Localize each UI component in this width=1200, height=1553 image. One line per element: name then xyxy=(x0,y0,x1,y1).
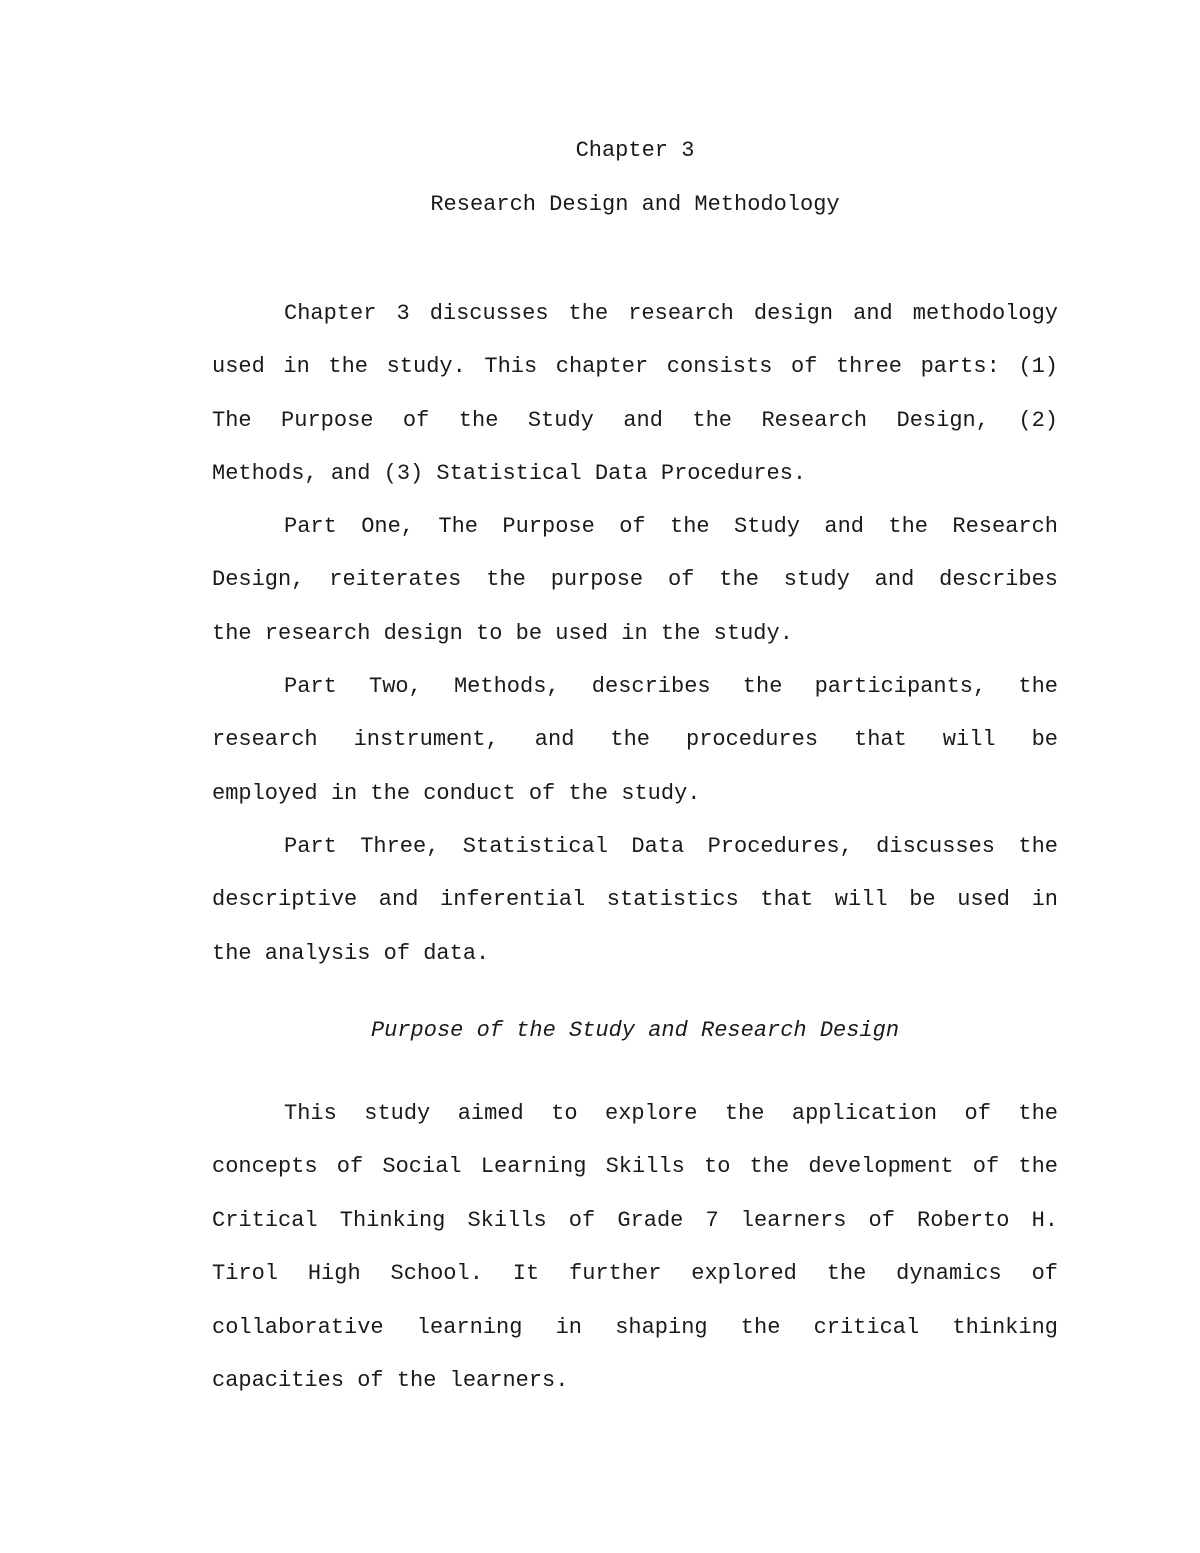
paragraph-part-two xyxy=(212,671,1058,831)
chapter-label: Chapter 3 xyxy=(575,138,695,163)
paragraph-line: collaborative learning in shaping the critical thinking xyxy=(212,1314,1058,1340)
paragraph-line: The Purpose of the Study and the Research Design, (2) xyxy=(212,407,1058,433)
paragraph-line: Part Three, Statistical Data Procedures, discusses the xyxy=(284,834,1058,859)
paragraph-line: descriptive and inferential statistics that will be used in xyxy=(212,887,1058,913)
chapter-title: Research Design and Methodology xyxy=(430,192,840,217)
paragraph-line: employed in the conduct of the study. xyxy=(212,780,701,806)
paragraph-line: the analysis of data. xyxy=(212,940,490,966)
paragraph-part-three xyxy=(212,831,1058,991)
paragraph-line: Part One, The Purpose of the Study and the Research xyxy=(284,514,1058,539)
section-heading: Purpose of the Study and Research Design xyxy=(370,1018,900,1043)
paragraph-line: Design, reiterates the purpose of the study and describes xyxy=(212,567,1058,593)
paragraph-line: This study aimed to explore the application of the xyxy=(284,1101,1058,1126)
paragraph-line: research instrument, and the procedures that will be xyxy=(212,727,1058,753)
paragraph-line: Chapter 3 discusses the research design and methodology xyxy=(284,301,1058,326)
paragraph-overview xyxy=(212,298,1058,512)
paragraph-line: Critical Thinking Skills of Grade 7 learners of Roberto H. xyxy=(212,1207,1058,1233)
paragraph-line: Methods, and (3) Statistical Data Procedures. xyxy=(212,461,807,487)
paragraph-line: used in the study. This chapter consists of three parts: (1) xyxy=(212,354,1058,380)
paragraph-line: the research design to be used in the study. xyxy=(212,620,793,646)
paragraph-line: capacities of the learners. xyxy=(212,1367,569,1393)
paragraph-line: concepts of Social Learning Skills to the development of the xyxy=(212,1154,1058,1180)
paragraph-part-one xyxy=(212,511,1058,671)
paragraph-line: Tirol High School. It further explored the dynamics of xyxy=(212,1261,1058,1287)
paragraph-line: Part Two, Methods, describes the participants, the xyxy=(284,674,1058,699)
paragraph-purpose xyxy=(212,1098,1058,1418)
